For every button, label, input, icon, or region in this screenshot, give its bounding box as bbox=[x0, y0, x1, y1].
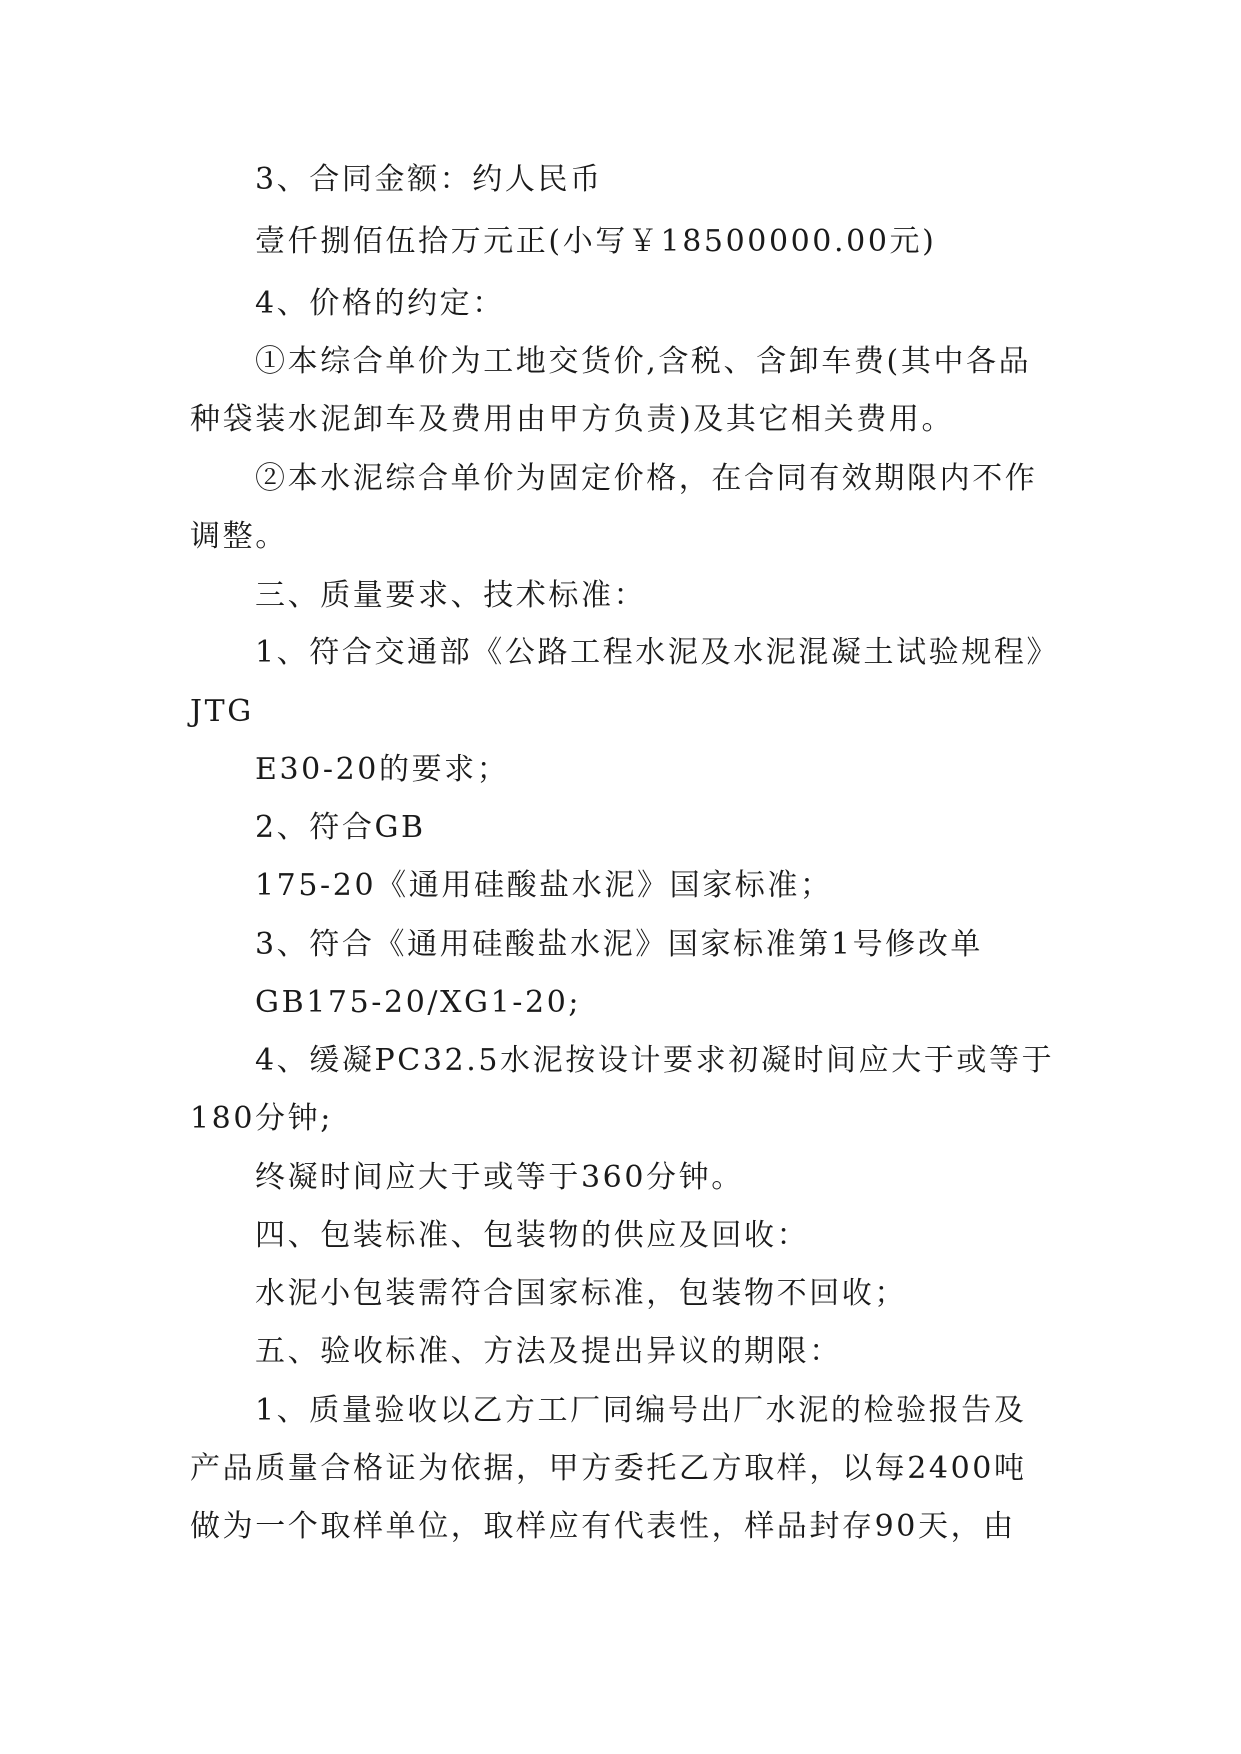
text-line: 壹仟捌佰伍拾万元正(小写￥18500000.00元) bbox=[255, 224, 937, 259]
text-line: 四、包装标准、包装物的供应及回收： bbox=[255, 1218, 810, 1253]
text-line: 3、符合《通用硅酸盐水泥》国家标准第1号修改单 bbox=[255, 927, 983, 962]
text-line: 180分钟; bbox=[190, 1101, 333, 1136]
text-line: 五、验收标准、方法及提出异议的期限： bbox=[255, 1334, 842, 1369]
text-line: E30-20的要求； bbox=[255, 752, 510, 787]
text-line: ①本综合单价为工地交货价,含税、含卸车费(其中各品 bbox=[255, 344, 1032, 379]
text-line: 三、质量要求、技术标准： bbox=[255, 578, 647, 613]
text-line: 种袋装水泥卸车及费用由甲方负责)及其它相关费用。 bbox=[190, 402, 955, 437]
text-line: 产品质量合格证为依据，甲方委托乙方取样，以每2400吨 bbox=[190, 1451, 1027, 1486]
text-line: 3、合同金额：约人民币 bbox=[255, 162, 603, 197]
text-line: 2、符合GB bbox=[255, 810, 426, 845]
text-line: 1、符合交通部《公路工程水泥及水泥混凝土试验规程》 bbox=[255, 635, 1060, 670]
text-line: 4、缓凝PC32.5水泥按设计要求初凝时间应大于或等于 bbox=[255, 1043, 1055, 1078]
text-line: 调整。 bbox=[190, 519, 288, 554]
text-line: ②本水泥综合单价为固定价格，在合同有效期限内不作 bbox=[255, 461, 1038, 496]
text-line: 175-20《通用硅酸盐水泥》国家标准； bbox=[255, 868, 833, 903]
text-line: 终凝时间应大于或等于360分钟。 bbox=[255, 1160, 744, 1195]
text-line: 水泥小包装需符合国家标准，包装物不回收； bbox=[255, 1276, 907, 1311]
text-line: 1、质量验收以乙方工厂同编号出厂水泥的检验报告及 bbox=[255, 1393, 1027, 1428]
text-line: 4、价格的约定： bbox=[255, 286, 505, 321]
text-line: JTG bbox=[190, 694, 254, 729]
text-line: GB175-20/XG1-20; bbox=[255, 985, 582, 1020]
text-line: 做为一个取样单位，取样应有代表性，样品封存90天，由 bbox=[190, 1509, 1016, 1544]
